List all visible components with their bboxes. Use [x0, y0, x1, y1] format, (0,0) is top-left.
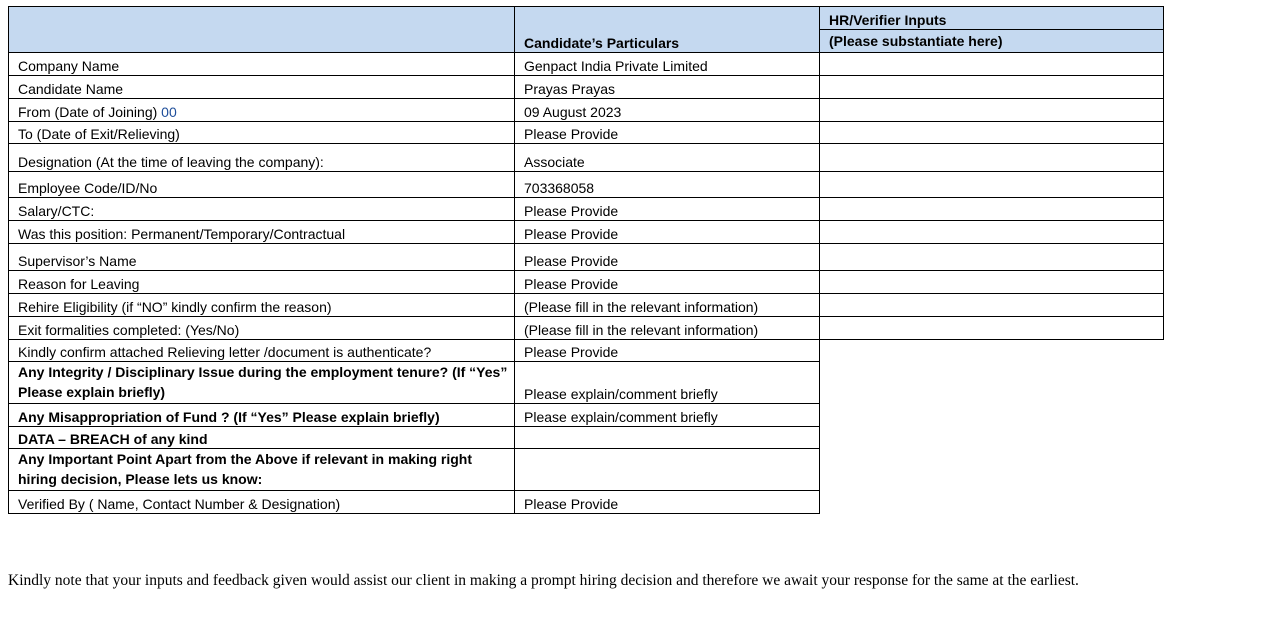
row-value: Please Provide [515, 244, 820, 271]
row-label: Company Name [9, 53, 515, 76]
table-row [9, 221, 1164, 244]
row-value: (Please fill in the relevant information) [515, 294, 820, 317]
row-label: Designation (At the time of leaving the company): [9, 144, 515, 172]
table-row [9, 491, 1164, 514]
header-hr-line2: (Please substantiate here) [829, 33, 1003, 49]
row-label-cell [9, 99, 515, 122]
row-label: Candidate Name [9, 76, 515, 99]
row-value: Please Provide [515, 491, 820, 514]
table-row [9, 317, 1164, 340]
verifier-input-cell[interactable] [820, 294, 1164, 317]
row-value: Associate [515, 144, 820, 172]
row-label: From (Date of Joining) [18, 104, 158, 120]
table-row [9, 404, 1164, 427]
table-row [9, 294, 1164, 317]
verification-table [8, 6, 1164, 514]
row-value[interactable] [515, 427, 820, 449]
row-value: Please explain/comment briefly [515, 404, 820, 427]
row-label: Kindly confirm attached Relieving letter /document is authenticate? [9, 340, 515, 362]
row-value[interactable] [515, 449, 820, 491]
row-value: 703368058 [515, 172, 820, 198]
table-row [9, 172, 1164, 198]
header-hr-verifier-inputs [820, 7, 1164, 53]
table-row [9, 449, 1164, 491]
empty-cell [820, 449, 1164, 491]
table-row [9, 122, 1164, 144]
header-candidate-particulars: Candidate’s Particulars [515, 7, 820, 53]
header-hr-line1: HR/Verifier Inputs [820, 8, 1163, 30]
verifier-input-cell[interactable] [820, 122, 1164, 144]
row-label-suffix: 00 [161, 104, 177, 120]
row-value: Genpact India Private Limited [515, 53, 820, 76]
row-value: 09 August 2023 [515, 99, 820, 122]
row-label: Was this position: Permanent/Temporary/Contractual [9, 221, 515, 244]
table-row [9, 198, 1164, 221]
table-row [9, 99, 1164, 122]
empty-cell [820, 404, 1164, 427]
row-label: Employee Code/ID/No [9, 172, 515, 198]
row-value: Please explain/comment briefly [515, 362, 820, 404]
row-label: Exit formalities completed: (Yes/No) [9, 317, 515, 340]
table-row [9, 76, 1164, 99]
table-row [9, 362, 1164, 404]
empty-cell [820, 427, 1164, 449]
row-label: To (Date of Exit/Relieving) [9, 122, 515, 144]
table-row [9, 53, 1164, 76]
verifier-input-cell[interactable] [820, 317, 1164, 340]
verifier-input-cell[interactable] [820, 244, 1164, 271]
row-value: Please Provide [515, 340, 820, 362]
empty-cell [820, 362, 1164, 404]
table-header-row [9, 7, 1164, 53]
verifier-input-cell[interactable] [820, 221, 1164, 244]
row-label: Any Important Point Apart from the Above if relevant in making right hiring decision, Please lets us know: [9, 449, 515, 491]
verifier-input-cell[interactable] [820, 76, 1164, 99]
row-label: Rehire Eligibility (if “NO” kindly confirm the reason) [9, 294, 515, 317]
verifier-input-cell[interactable] [820, 99, 1164, 122]
table-row [9, 271, 1164, 294]
verifier-input-cell[interactable] [820, 198, 1164, 221]
row-value: Please Provide [515, 198, 820, 221]
verifier-input-cell[interactable] [820, 144, 1164, 172]
footer-note: Kindly note that your inputs and feedback given would assist our client in making a prompt hiring decision and therefore we await your response for the same at the earliest. [8, 572, 1079, 589]
row-value: Please Provide [515, 122, 820, 144]
row-value: Prayas Prayas [515, 76, 820, 99]
table-row [9, 427, 1164, 449]
row-label: Any Integrity / Disciplinary Issue during the employment tenure? (If “Yes” Please explain briefly) [9, 362, 515, 404]
verifier-input-cell[interactable] [820, 271, 1164, 294]
table-row [9, 340, 1164, 362]
empty-cell [820, 491, 1164, 514]
table-row [9, 244, 1164, 271]
row-label: Any Misappropriation of Fund ? (If “Yes” Please explain briefly) [9, 404, 515, 427]
row-label: Reason for Leaving [9, 271, 515, 294]
empty-cell [820, 340, 1164, 362]
verifier-input-cell[interactable] [820, 53, 1164, 76]
row-label: Salary/CTC: [9, 198, 515, 221]
verifier-input-cell[interactable] [820, 172, 1164, 198]
row-label: Verified By ( Name, Contact Number & Designation) [9, 491, 515, 514]
row-label: DATA – BREACH of any kind [9, 427, 515, 449]
row-value: Please Provide [515, 271, 820, 294]
row-value: Please Provide [515, 221, 820, 244]
table-row [9, 144, 1164, 172]
header-blank-cell [9, 7, 515, 53]
row-value: (Please fill in the relevant information) [515, 317, 820, 340]
row-label: Supervisor’s Name [9, 244, 515, 271]
